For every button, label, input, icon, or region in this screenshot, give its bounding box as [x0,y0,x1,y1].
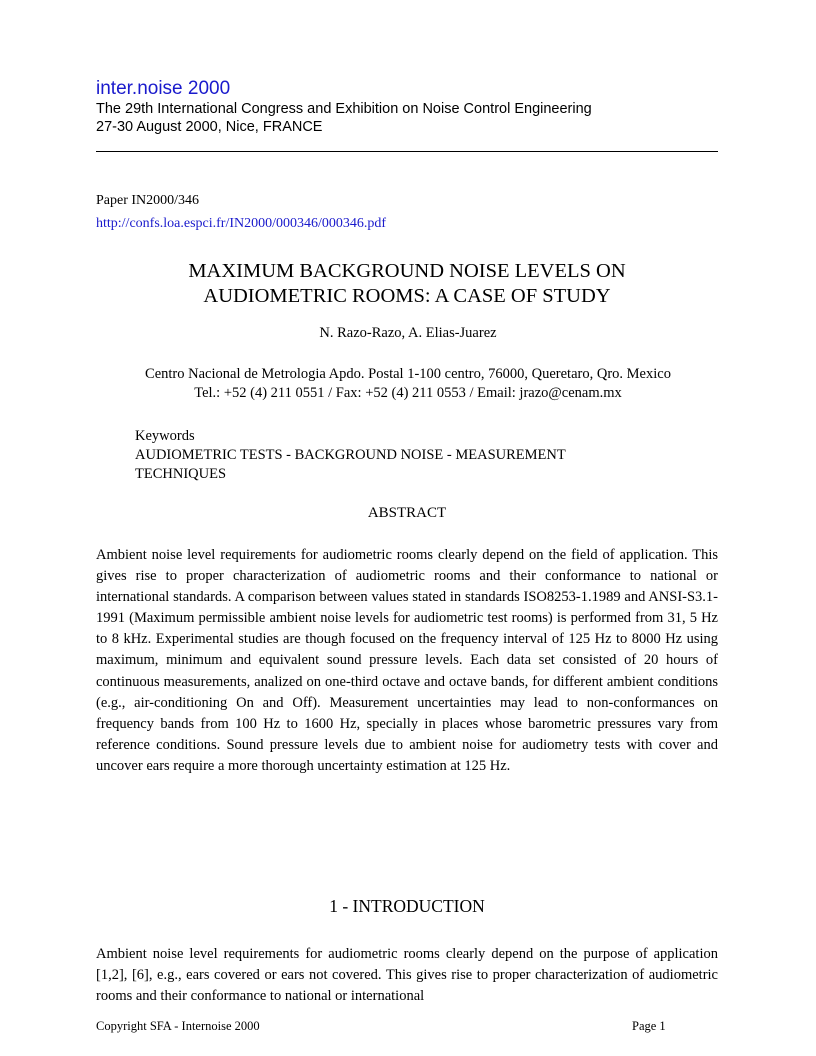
abstract-text: Ambient noise level requirements for audiometric rooms clearly depend on the field of application. This gives rise to proper characterization of audiometric rooms and their conformance to national or international standards. A comparison between values stated in standards ISO8253-1.1989 and ANSI-S3.1-1991 (Maximum permissible ambient noise levels for audiometric test rooms) is performed from 31, 5 Hz to 8 kHz. Experimental studies are though focused on the frequency interval of 125 Hz to 8000 Hz using maximum, minimum and equivalent sound pressure levels. Each data set consisted of 20 hours of continuous measurements, analized on one-third octave and octave bands, for different ambient conditions (e.g., air-conditioning On and Off). Measurement uncertainties may lead to non-conformances on frequency bands from 100 Hz to 1600 Hz, specially in places whose barometric pressures vary from reference conditions. Sound pressure levels due to ambient noise for audiometry tests with cover and uncover ears require a more thorough uncertainty estimation at 125 Hz. [96,547,718,774]
authors: N. Razo-Razo, A. Elias-Juarez [319,325,497,341]
footer-page-number: Page 1 [632,1019,666,1033]
title-line-2: AUDIOMETRIC ROOMS: A CASE OF STUDY [203,285,611,307]
paper-id: Paper IN2000/346 [96,193,200,208]
footer-copyright: Copyright SFA - Internoise 2000 [96,1019,260,1033]
conference-title: inter.noise 2000 [96,78,231,99]
introduction-text: Ambient noise level requirements for audiometric rooms clearly depend on the purpose of application [1,2], [6], e.g., ears covered or ears not covered. This gives rise to proper characterization of audiometric rooms and their conformance to national or international [96,946,718,1005]
congress-dates: 27-30 August 2000, Nice, FRANCE [96,119,323,135]
title-line-1: MAXIMUM BACKGROUND NOISE LEVELS ON [188,260,626,282]
congress-name: The 29th International Congress and Exhibition on Noise Control Engineering [96,101,592,117]
keywords-line-2: TECHNIQUES [135,466,227,482]
header-divider [96,151,718,152]
keywords-line-1: AUDIOMETRIC TESTS - BACKGROUND NOISE - MEASUREMENT [135,447,566,463]
introduction-heading: 1 - INTRODUCTION [329,896,485,916]
contact-info: Tel.: +52 (4) 211 0551 / Fax: +52 (4) 211 0553 / Email: jrazo@cenam.mx [194,385,622,401]
keywords-label: Keywords [135,428,195,444]
affiliation: Centro Nacional de Metrologia Apdo. Postal 1-100 centro, 76000, Queretaro, Qro. Mexico [145,366,671,382]
paper-title [96,259,718,309]
paper-url-link[interactable]: http://confs.loa.espci.fr/IN2000/000346/000346.pdf [96,216,387,231]
abstract-heading: ABSTRACT [367,505,447,521]
